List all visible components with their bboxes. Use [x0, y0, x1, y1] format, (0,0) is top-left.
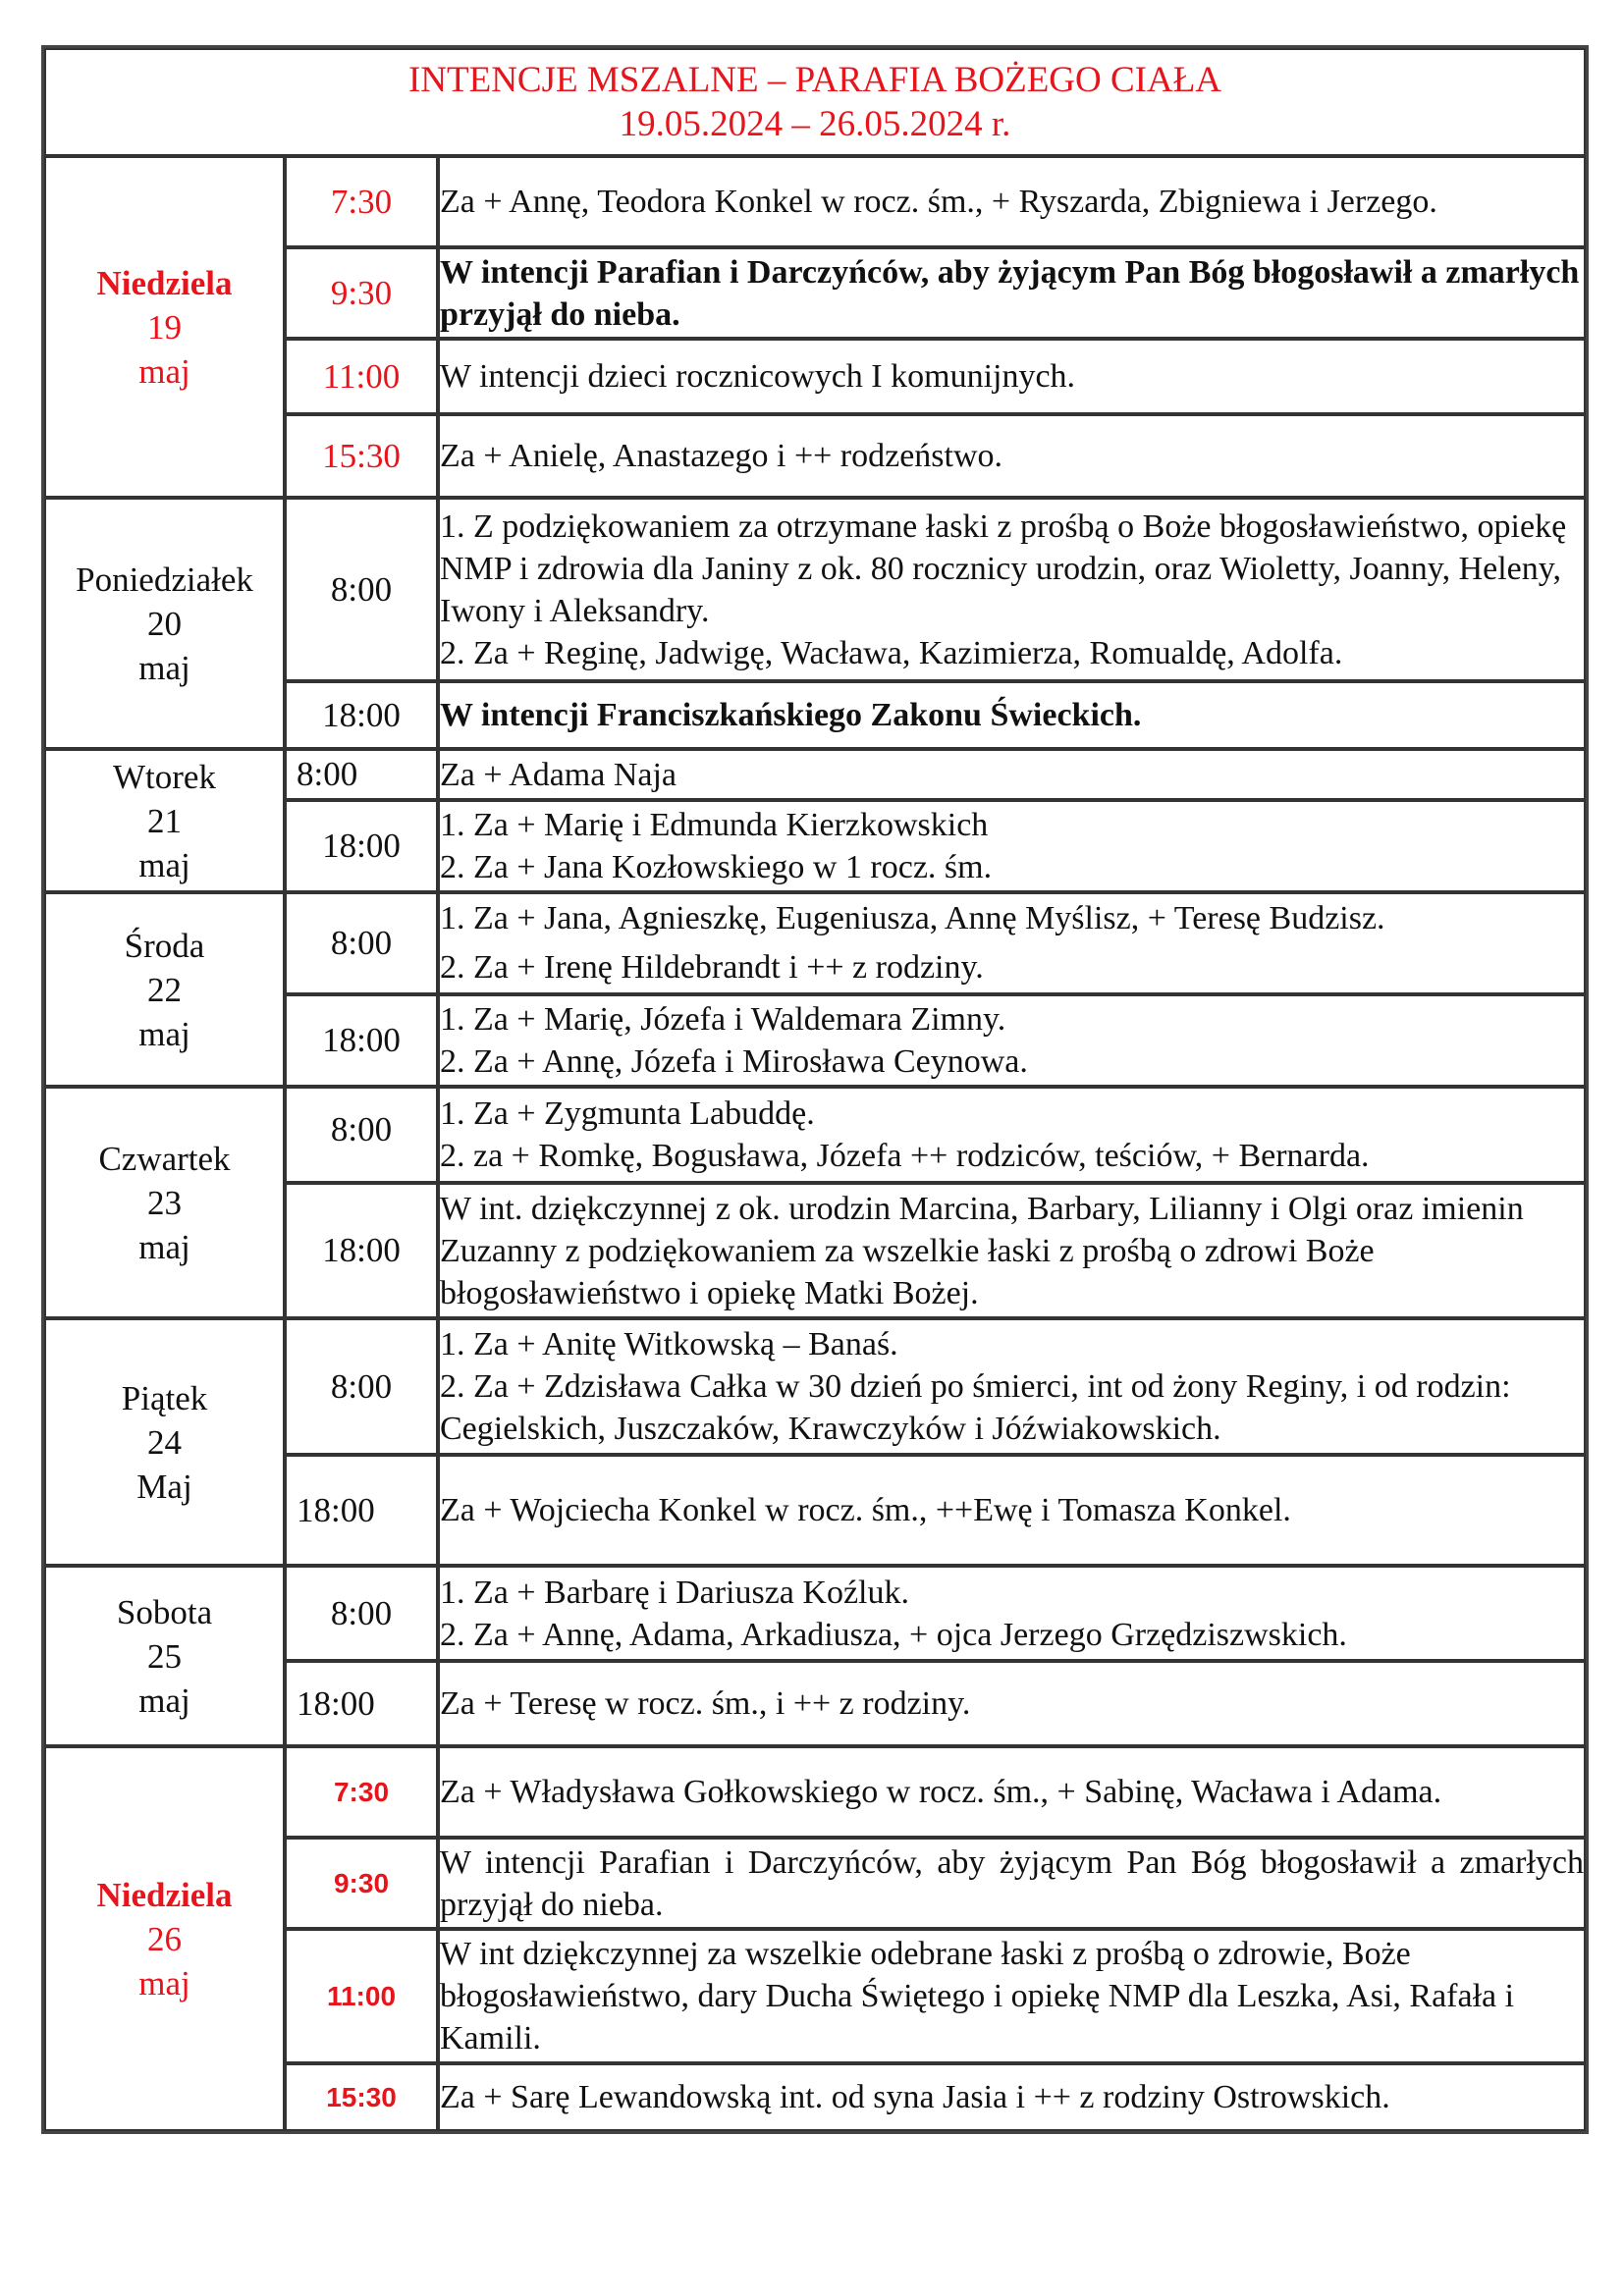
mass-time: 18:00: [285, 800, 438, 892]
mass-time: 8:00: [285, 1087, 438, 1183]
mass-row: [44, 1087, 1586, 1183]
day-name: Poniedziałek: [76, 560, 253, 599]
intention-cell: [438, 156, 1586, 247]
intention-cell: [438, 1455, 1586, 1566]
intention-line: Za + Anielę, Anastazego i ++ rodzeństwo.: [440, 438, 1003, 474]
intention-line: W intencji Parafian i Darczyńców, aby żyjącym Pan Bóg błogosławił a zmarłych przyjął do nieba.: [440, 1843, 1584, 1923]
intention-line: Za + Wojciecha Konkel w rocz. śm., ++Ewę i Tomasza Konkel.: [440, 1492, 1291, 1528]
intention-line: 2. Za + Jana Kozłowskiego w 1 rocz. śm.: [440, 849, 993, 885]
intention-cell: [438, 1661, 1586, 1746]
intention-line: W intencji dzieci rocznicowych I komunijnych.: [440, 358, 1076, 395]
mass-time: 15:30: [285, 414, 438, 498]
intention-line: 2. za + Romkę, Bogusława, Józefa ++ rodziców, teściów, + Bernarda.: [440, 1138, 1370, 1174]
intention-cell: [438, 1318, 1586, 1455]
mass-row: [44, 1318, 1586, 1455]
day-number: 20: [147, 604, 182, 643]
day-number: 21: [147, 801, 182, 840]
day-cell: [44, 156, 285, 498]
mass-time: 8:00: [285, 1566, 438, 1661]
intention-line: W intencji Parafian i Darczyńców, aby żyjącym Pan Bóg błogosławił a zmarłych przyjął do nieba.: [440, 253, 1580, 333]
day-number: 19: [147, 307, 182, 347]
day-cell: [44, 1318, 285, 1566]
mass-time: 18:00: [285, 1455, 438, 1566]
mass-row: [44, 749, 1586, 800]
intention-cell: [438, 681, 1586, 749]
intention-cell: [438, 1183, 1586, 1318]
day-number: 26: [147, 1919, 182, 1958]
intention-line: 1. Za + Marię i Edmunda Kierzkowskich: [440, 807, 989, 843]
day-cell: [44, 892, 285, 1087]
intentions-sheet: [41, 45, 1583, 2134]
title-row: [44, 48, 1586, 156]
intention-cell: [438, 749, 1586, 800]
day-name: Wtorek: [113, 757, 216, 796]
mass-row: [44, 498, 1586, 681]
day-number: 23: [147, 1183, 182, 1222]
day-cell: [44, 1566, 285, 1746]
day-cell: [44, 1746, 285, 2131]
day-month: maj: [138, 1227, 190, 1266]
day-month: maj: [138, 1963, 190, 2002]
day-name: Niedziela: [96, 1875, 233, 1914]
day-cell: [44, 498, 285, 749]
intention-line: 1. Z podziękowaniem za otrzymane łaski z prośbą o Boże błogosławieństwo, opiekę NMP i zdrowia dla Janiny z ok. 80 rocznicy urodzin, oraz Wioletty, Joanny, Heleny, Iwony i Aleksandry.: [440, 507, 1567, 629]
mass-time: 11:00: [285, 1929, 438, 2063]
day-cell: [44, 749, 285, 892]
mass-time: 8:00: [285, 749, 438, 800]
intention-line: Za + Annę, Teodora Konkel w rocz. śm., + Ryszarda, Zbigniewa i Jerzego.: [440, 184, 1437, 220]
day-name: Piątek: [121, 1378, 208, 1417]
day-month: maj: [138, 351, 190, 391]
intention-cell: [438, 994, 1586, 1087]
intention-cell: [438, 498, 1586, 681]
intention-cell: [438, 1087, 1586, 1183]
intention-line: Za + Teresę w rocz. śm., i ++ z rodziny.: [440, 1685, 971, 1722]
intention-line: 1. Za + Barbarę i Dariusza Koźluk.: [440, 1574, 909, 1611]
day-number: 22: [147, 970, 182, 1009]
mass-time: 8:00: [285, 892, 438, 994]
day-cell: [44, 1087, 285, 1318]
mass-row: [44, 892, 1586, 994]
intention-cell: [438, 1746, 1586, 1838]
intention-cell: [438, 339, 1586, 414]
mass-row: [44, 1566, 1586, 1661]
intention-line: 1. Za + Anitę Witkowską – Banaś.: [440, 1326, 898, 1362]
mass-time: 7:30: [285, 156, 438, 247]
intention-line: Za + Władysława Gołkowskiego w rocz. śm., + Sabinę, Wacława i Adama.: [440, 1774, 1442, 1810]
mass-time: 18:00: [285, 681, 438, 749]
intentions-table: [41, 45, 1589, 2134]
title-cell: [44, 48, 1586, 156]
day-month: Maj: [136, 1467, 192, 1506]
day-month: maj: [138, 648, 190, 687]
intention-cell: [438, 1566, 1586, 1661]
day-month: maj: [138, 845, 190, 884]
mass-time: 8:00: [285, 1318, 438, 1455]
day-number: 24: [147, 1422, 182, 1462]
day-name: Czwartek: [98, 1139, 231, 1178]
day-name: Niedziela: [96, 263, 233, 302]
mass-time: 18:00: [285, 1183, 438, 1318]
intention-line: 2. Za + Zdzisława Całka w 30 dzień po śmierci, int od żony Reginy, i od rodzin: Cegielskich, Juszczaków, Krawczyków i Jóźwiakowskich.: [440, 1368, 1511, 1447]
day-month: maj: [138, 1014, 190, 1053]
intention-line: W intencji Franciszkańskiego Zakonu Świeckich.: [440, 697, 1142, 733]
mass-time: 18:00: [285, 994, 438, 1087]
mass-time: 9:30: [285, 1838, 438, 1929]
day-name: Środa: [124, 926, 205, 965]
mass-time: 8:00: [285, 498, 438, 681]
intention-cell: [438, 800, 1586, 892]
day-number: 25: [147, 1636, 182, 1676]
date-range: 19.05.2024 – 26.05.2024 r.: [619, 104, 1011, 144]
page-title: INTENCJE MSZALNE – PARAFIA BOŻEGO CIAŁA: [407, 60, 1222, 100]
intention-cell: [438, 1929, 1586, 2063]
mass-time: 9:30: [285, 247, 438, 339]
intention-line: 2. Za + Irenę Hildebrandt i ++ z rodziny.: [440, 949, 984, 986]
intention-line: 2. Za + Annę, Adama, Arkadiusza, + ojca Jerzego Grzędziszwskich.: [440, 1616, 1347, 1653]
intention-line: 1. Za + Zygmunta Labuddę.: [440, 1095, 815, 1132]
intention-cell: [438, 414, 1586, 498]
intention-cell: [438, 2063, 1586, 2131]
mass-row: [44, 1746, 1586, 1838]
intention-cell: [438, 247, 1586, 339]
mass-time: 7:30: [285, 1746, 438, 1838]
intention-cell: [438, 892, 1586, 994]
day-name: Sobota: [116, 1592, 213, 1631]
intention-line: 1. Za + Jana, Agnieszkę, Eugeniusza, Annę Myślisz, + Teresę Budzisz.: [440, 900, 1385, 936]
intention-line: W int. dziękczynnej z ok. urodzin Marcina, Barbary, Lilianny i Olgi oraz imienin Zuzanny z podziękowaniem za wszelkie łaski z prośbą o zdrowi Boże błogosławieństwo i opiekę Matki Bożej.: [440, 1190, 1524, 1311]
intention-cell: [438, 1838, 1586, 1929]
intention-line: Za + Sarę Lewandowską int. od syna Jasia i ++ z rodziny Ostrowskich.: [440, 2079, 1390, 2115]
mass-time: 18:00: [285, 1661, 438, 1746]
intention-line: Za + Adama Naja: [440, 756, 677, 793]
mass-time: 15:30: [285, 2063, 438, 2131]
intention-line: W int dziękczynnej za wszelkie odebrane łaski z prośbą o zdrowie, Boże błogosławieństwo, dary Ducha Świętego i opiekę NMP dla Leszka, Asi, Rafała i Kamili.: [440, 1936, 1515, 2056]
intention-line: 1. Za + Marię, Józefa i Waldemara Zimny.: [440, 1001, 1006, 1038]
mass-time: 11:00: [285, 339, 438, 414]
day-month: maj: [138, 1681, 190, 1720]
mass-row: [44, 156, 1586, 247]
intention-line: 2. Za + Reginę, Jadwigę, Wacława, Kazimierza, Romualdę, Adolfa.: [440, 634, 1343, 671]
intention-line: 2. Za + Annę, Józefa i Mirosława Ceynowa.: [440, 1043, 1028, 1080]
